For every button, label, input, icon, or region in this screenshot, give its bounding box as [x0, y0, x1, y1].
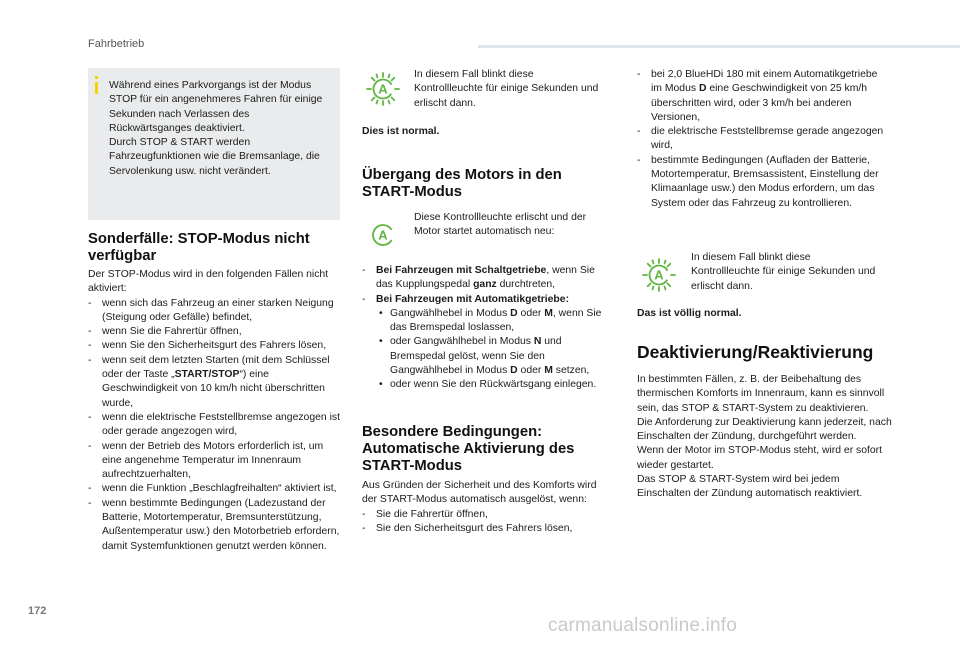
automatic-sublist [376, 307, 612, 393]
watermark: carmanualsonline.info [548, 615, 738, 636]
list-item: - wenn bestimmte Bedingungen (Ladezustand der Batterie, Motortemperatur, Bremsunterstützung, Außentemperatur usw.) den Motorbetrieb erfordern, damit Systemfunktionen genutzt werden können. [88, 497, 340, 552]
heading-stop-unavailable: Sonderfälle: STOP-Modus nicht verfügbar [88, 231, 310, 264]
blink-notice-text-2: In diesem Fall blinkt diese Kontrollleuchte für einige Sekunden und erlischt dann. [691, 252, 876, 292]
info-icon-bar [95, 82, 98, 94]
list-item: - wenn die Funktion „Beschlagfreihalten“ aktiviert ist, [88, 483, 337, 495]
heading-special-conditions: Besondere Bedingungen: Automatische Aktivierung des START-Modus [362, 424, 575, 474]
info-paragraph-2: Durch STOP & START werden Fahrzeugfunktionen wie die Bremsanlage, die Servolenkung usw. nicht verändert. [109, 137, 320, 177]
stop-start-lamp-icon [364, 216, 402, 254]
info-box-text [109, 79, 334, 179]
list-item: - bei 2,0 BlueHDi 180 mit einem Automatikgetriebe im Modus D eine Geschwindigkeit von 25 km/h überschritten wird, oder 3 km/h bei anderen Versionen, [637, 69, 878, 123]
transition-list [362, 264, 612, 393]
list-item: - Bei Fahrzeugen mit Schaltgetriebe, wenn Sie das Kupplungspedal ganz durchtreten, [362, 265, 595, 291]
list-item: • Gangwählhebel in Modus D oder M, wenn Sie das Bremspedal loslassen, [379, 307, 602, 334]
list-item: - Bei Fahrzeugen mit Automatikgetriebe: • Gangwählhebel in Modus D oder M, wenn Sie das Bremspedal loslassen, • oder Gangwählhebel in Modus N und Bremspedal gelöst, wenn Sie den Gangwählhebel in Modus D oder M setzen, • oder wenn Sie den Rückwärtsgang einlegen. [362, 293, 612, 393]
section-title: Fahrbetrieb [88, 38, 145, 50]
info-icon [95, 76, 98, 79]
list-item: - wenn die elektrische Feststellbremse angezogen ist oder gerade angezogen wird, [88, 411, 340, 438]
header-divider [478, 45, 960, 48]
list-item: - wenn der Betrieb des Motors erforderlich ist, um eine angenehme Temperatur im Innenraum aufrechtzuerhalten, [88, 440, 324, 481]
list-item: • oder wenn Sie den Rückwärtsgang einlegen. [379, 379, 597, 391]
normal-note: Dies ist normal. [362, 126, 440, 137]
special-conditions-body [362, 479, 612, 536]
lamp-off-text: Diese Kontrollleuchte erlischt und der Motor startet automatisch neu: [414, 212, 587, 238]
list-item: - wenn Sie den Sicherheitsgurt des Fahrers lösen, [88, 340, 327, 352]
transition-conditions [362, 264, 612, 393]
stop-unavailable-list [88, 297, 340, 554]
special-list [362, 508, 612, 537]
deactivation-body [637, 373, 895, 502]
blink-notice-text: In diesem Fall blinkt diese Kontrollleuchte für einige Sekunden und erlischt dann. [414, 69, 599, 109]
stop-start-blinking-lamp-icon [640, 256, 678, 294]
page-number: 172 [28, 605, 47, 617]
list-item: - wenn Sie die Fahrertür öffnen, [88, 326, 242, 338]
special-list-continued [637, 68, 889, 211]
deactivation-paragraph: In bestimmten Fällen, z. B. der Beibehaltung des thermischen Komforts im Innenraum, kann es sinnvoll sein, das STOP & START-System zu deaktivieren. [637, 374, 885, 414]
deactivation-paragraph: Das STOP & START-System wird bei jedem Einschalten der Zündung automatisch reaktiviert. [637, 474, 863, 500]
info-paragraph-1: Während eines Parkvorgangs ist der Modus STOP für ein angenehmeres Fahren für einige Sekunden nach Verlassen des Rückwärtsganges deaktiviert. [109, 80, 323, 134]
list-item: - wenn seit dem letzten Starten (mit dem Schlüssel oder der Taste „START/STOP“) eine Geschwindigkeit von 10 km/h nicht überschritten wurde, [88, 354, 330, 409]
list-item: - wenn sich das Fahrzeug an einer starken Neigung (Steigung oder Gefälle) befindet, [88, 297, 334, 323]
list-item: - Sie die Fahrertür öffnen, [362, 508, 488, 520]
heading-deactivation: Deaktivierung/Reaktivierung [637, 342, 874, 362]
column-3-conditions [637, 68, 889, 211]
heading-transition-start: Übergang des Motors in den START-Modus [362, 167, 562, 200]
list-item: • oder Gangwählhebel in Modus N und Bremspedal gelöst, wenn Sie den Gangwählhebel in Modus D oder M setzen, [379, 336, 590, 377]
deactivation-paragraph: Die Anforderung zur Deaktivierung kann jederzeit, nach Einschalten der Zündung, durchgeführt werden. [637, 416, 892, 443]
list-item: - die elektrische Feststellbremse gerade angezogen wird, [637, 126, 884, 152]
list-item: - bestimmte Bedingungen (Aufladen der Batterie, Motortemperatur, Bremsassistent, Einstellung der Klimaanlage usw.) den Modus erfordern, um das System oder das Fahrzeug zu kontrollieren. [637, 154, 879, 209]
deactivation-paragraph: Wenn der Motor im STOP-Modus steht, wird er sofort wieder gestartet. [637, 445, 883, 471]
svg-text:A: A [654, 267, 664, 283]
svg-text:A: A [378, 227, 388, 243]
list-item: - Sie den Sicherheitsgurt des Fahrers lösen, [362, 522, 573, 534]
stop-start-blinking-lamp-icon [364, 70, 402, 108]
stop-unavailable-intro: Der STOP-Modus wird in den folgenden Fällen nicht aktiviert: [88, 269, 329, 295]
column-1-body [88, 268, 340, 554]
special-intro: Aus Gründen der Sicherheit und des Komforts wird der START-Modus automatisch ausgelöst, wenn: [362, 480, 597, 506]
normal-note-2: Das ist völlig normal. [637, 308, 742, 319]
svg-text:A: A [378, 81, 388, 97]
